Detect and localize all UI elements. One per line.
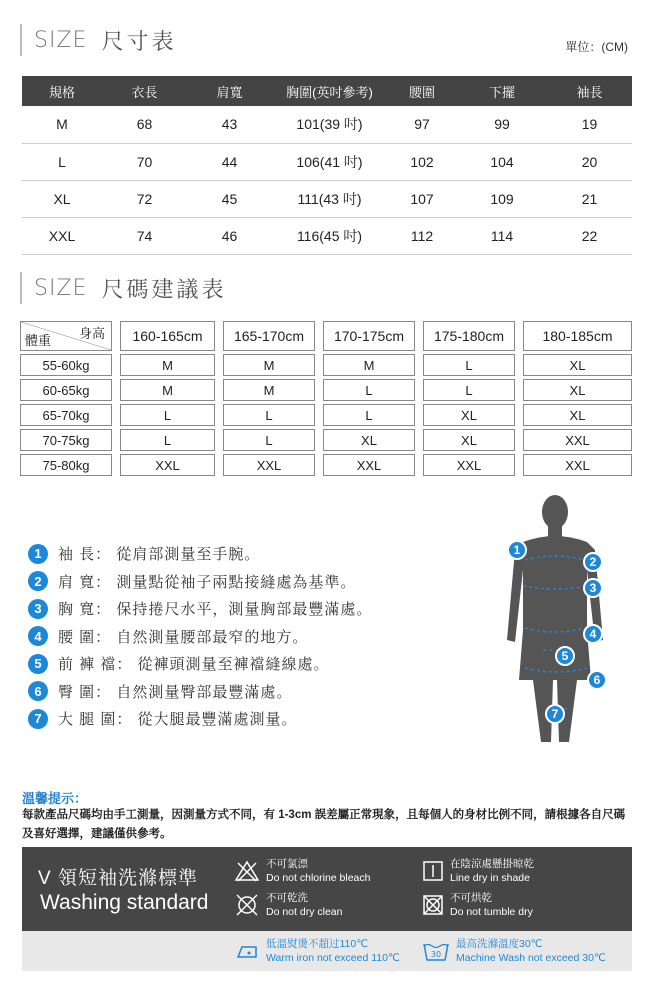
col-header: 胸圍(英吋參考) — [272, 76, 387, 106]
corner-cell — [20, 321, 112, 351]
tips-title: 溫馨提示： — [22, 791, 88, 806]
size-cell: L — [223, 429, 315, 451]
table-cell: 46 — [187, 217, 272, 254]
body-measurement-figure — [495, 490, 615, 750]
height-header: 180-185cm — [523, 321, 632, 351]
wash-en: Do not tumble dry — [450, 906, 533, 918]
tips-text: 每款產品尺碼均由手工測量，因測量方式不同，有 1-3cm 誤差屬正常現象，且每個人的身材比例不同，請根據各自尺碼及喜好選擇，建議僅供參考。 — [22, 809, 626, 840]
table-cell: 99 — [457, 106, 547, 143]
rec-header-row — [20, 321, 632, 351]
size-cell: XXL — [523, 454, 632, 476]
height-label: 身高 — [78, 326, 105, 341]
col-header: 腰圍 — [387, 76, 457, 106]
number-badge: 7 — [28, 709, 48, 729]
table-cell: 109 — [457, 180, 547, 217]
washing-title: V 領短袖洗滌標準 — [38, 868, 198, 889]
rec-section-title — [20, 272, 226, 304]
marker-4: 4 — [583, 624, 603, 644]
table-cell: L — [22, 143, 102, 180]
col-header: 肩寬 — [187, 76, 272, 106]
wash-30-icon — [422, 940, 450, 962]
col-header: 衣長 — [102, 76, 187, 106]
rec-title-en: SIZE — [34, 275, 88, 301]
weight-label: 體重 — [25, 333, 52, 348]
table-cell: 43 — [187, 106, 272, 143]
measurement-item — [28, 678, 372, 706]
marker-3: 3 — [583, 578, 603, 598]
measurement-guide — [28, 540, 372, 733]
iron-low-icon — [234, 941, 260, 961]
table-cell: 104 — [457, 143, 547, 180]
height-header: 160-165cm — [120, 321, 215, 351]
wash-item-line-dry — [422, 857, 534, 885]
rec-row — [20, 379, 632, 401]
measurement-item — [28, 650, 372, 678]
wash-item-no-dry-clean — [234, 891, 342, 919]
size-cell: XXL — [223, 454, 315, 476]
wash-en: Line dry in shade — [450, 872, 530, 884]
wash-item-wash-30 — [422, 937, 606, 965]
table-cell: 44 — [187, 143, 272, 180]
size-cell: L — [423, 379, 515, 401]
table-cell: 97 — [387, 106, 457, 143]
table-cell: 107 — [387, 180, 457, 217]
size-cell: XL — [523, 404, 632, 426]
wash-temp-badge: 30 — [430, 950, 442, 959]
measurement-text: 腰 圍： 自然測量腰部最窄的地方。 — [58, 628, 309, 646]
table-cell: 74 — [102, 217, 187, 254]
table-cell: 20 — [547, 143, 632, 180]
size-cell: XL — [523, 379, 632, 401]
table-row — [22, 143, 632, 180]
wash-en: Warm iron not exceed 110℃ — [266, 952, 400, 964]
washing-subtitle: Washing standard — [40, 891, 209, 914]
size-cell: XXL — [323, 454, 415, 476]
wash-zh: 不可乾洗 — [266, 892, 308, 904]
table-cell: 68 — [102, 106, 187, 143]
table-cell: XL — [22, 180, 102, 217]
table-cell: M — [22, 106, 102, 143]
line-dry-shade-icon — [422, 860, 444, 882]
rec-row — [20, 404, 632, 426]
rec-row — [20, 354, 632, 376]
height-header: 170-175cm — [323, 321, 415, 351]
table-cell: 111(43 吋) — [272, 180, 387, 217]
col-header: 規格 — [22, 76, 102, 106]
measurement-item — [28, 540, 372, 568]
table-cell: 102 — [387, 143, 457, 180]
size-cell: L — [423, 354, 515, 376]
wash-zh: 在陰涼處懸掛晾乾 — [450, 858, 534, 870]
table-cell: 22 — [547, 217, 632, 254]
size-section-title — [20, 24, 176, 56]
measurement-text: 臀 圍： 自然測量臀部最豐滿處。 — [58, 683, 293, 701]
wash-en: Do not chlorine bleach — [266, 872, 371, 884]
wash-item-iron — [234, 937, 400, 965]
no-dry-clean-icon — [234, 894, 260, 916]
weight-cell: 55-60kg — [20, 354, 112, 376]
weight-cell: 60-65kg — [20, 379, 112, 401]
col-header: 袖長 — [547, 76, 632, 106]
size-cell: L — [120, 429, 215, 451]
no-bleach-icon — [234, 860, 260, 882]
number-badge: 6 — [28, 681, 48, 701]
table-cell: 114 — [457, 217, 547, 254]
size-title-en: SIZE — [34, 27, 88, 53]
unit-label: 單位：(CM) — [565, 40, 628, 54]
wash-zh: 低溫熨燙不超过110℃ — [266, 938, 369, 950]
rec-row — [20, 454, 632, 476]
size-cell: M — [223, 379, 315, 401]
size-cell: XL — [423, 429, 515, 451]
measurement-item — [28, 623, 372, 651]
size-cell: L — [120, 404, 215, 426]
col-header: 下擺 — [457, 76, 547, 106]
size-cell: XL — [323, 429, 415, 451]
size-title-zh: 尺寸表 — [101, 28, 177, 54]
table-cell: 45 — [187, 180, 272, 217]
table-cell: 70 — [102, 143, 187, 180]
measurement-text: 胸 寬： 保持捲尺水平，測量胸部最豐滿處。 — [58, 601, 373, 619]
marker-7: 7 — [545, 704, 565, 724]
measurement-item — [28, 568, 372, 596]
size-table-header — [22, 76, 632, 106]
washing-standard-panel — [22, 847, 632, 971]
wash-item-no-tumble-dry — [422, 891, 533, 919]
size-cell: L — [223, 404, 315, 426]
table-row — [22, 106, 632, 143]
size-recommendation-table — [20, 318, 632, 479]
wash-zh: 不可烘乾 — [450, 892, 492, 904]
number-badge: 1 — [28, 544, 48, 564]
measurement-text: 肩 寬： 測量點從袖子兩點接縫處為基準。 — [58, 573, 357, 591]
height-header: 175-180cm — [423, 321, 515, 351]
table-cell: XXL — [22, 217, 102, 254]
table-row — [22, 180, 632, 217]
weight-cell: 65-70kg — [20, 404, 112, 426]
rec-title-zh: 尺碼建議表 — [101, 276, 227, 302]
number-badge: 2 — [28, 571, 48, 591]
measurement-item — [28, 705, 372, 733]
size-cell: M — [120, 354, 215, 376]
wash-en: Do not dry clean — [266, 906, 343, 918]
marker-6: 6 — [587, 670, 607, 690]
measurement-text: 袖 長： 從肩部測量至手腕。 — [58, 546, 261, 564]
wash-bottom-bar — [22, 931, 632, 971]
size-cell: M — [323, 354, 415, 376]
size-cell: XXL — [120, 454, 215, 476]
table-cell: 72 — [102, 180, 187, 217]
table-cell: 19 — [547, 106, 632, 143]
size-cell: M — [120, 379, 215, 401]
table-cell: 106(41 吋) — [272, 143, 387, 180]
no-tumble-dry-icon — [422, 894, 444, 916]
height-header: 165-170cm — [223, 321, 315, 351]
measurement-item — [28, 595, 372, 623]
size-cell: XL — [423, 404, 515, 426]
marker-2: 2 — [583, 552, 603, 572]
measurement-text: 大 腿 圍： 從大腿最豐滿處測量。 — [58, 711, 298, 729]
number-badge: 4 — [28, 626, 48, 646]
wash-zh: 不可氯漂 — [266, 858, 308, 870]
size-cell: XXL — [423, 454, 515, 476]
rec-row — [20, 429, 632, 451]
number-badge: 5 — [28, 654, 48, 674]
table-cell: 112 — [387, 217, 457, 254]
size-cell: L — [323, 404, 415, 426]
size-cell: XL — [523, 354, 632, 376]
size-cell: L — [323, 379, 415, 401]
size-cell: XXL — [523, 429, 632, 451]
wash-item-no-bleach — [234, 857, 370, 885]
table-row — [22, 217, 632, 254]
size-table — [22, 76, 632, 255]
wash-zh: 最高洗滌溫度30℃ — [456, 938, 543, 950]
marker-5: 5 — [555, 646, 575, 666]
table-cell: 21 — [547, 180, 632, 217]
number-badge: 3 — [28, 599, 48, 619]
weight-cell: 75-80kg — [20, 454, 112, 476]
weight-cell: 70-75kg — [20, 429, 112, 451]
measurement-text: 前 褲 襠： 從褲頭測量至褲襠縫線處。 — [58, 656, 330, 674]
table-cell: 101(39 吋) — [272, 106, 387, 143]
wash-en: Machine Wash not exceed 30℃ — [456, 952, 606, 964]
marker-1: 1 — [507, 540, 527, 560]
table-cell: 116(45 吋) — [272, 217, 387, 254]
size-cell: M — [223, 354, 315, 376]
